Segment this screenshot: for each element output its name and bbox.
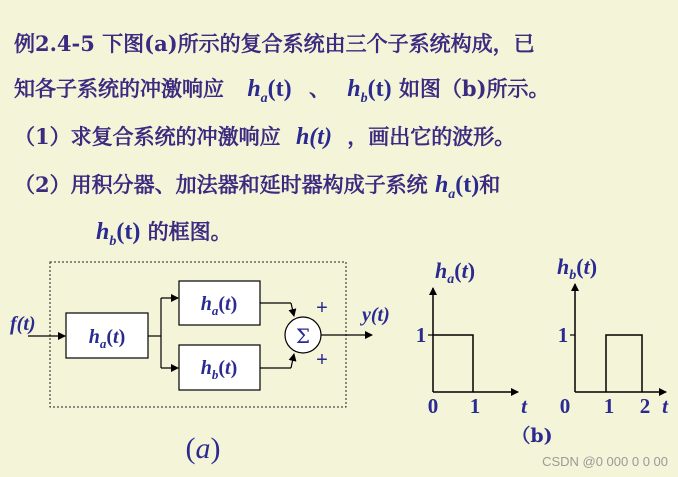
caption-a	[186, 432, 221, 465]
hb2-arg: (t)	[116, 219, 141, 245]
plot-a-pulse	[433, 335, 473, 392]
block-lower-arg: (t)	[218, 357, 238, 379]
plot-a-arg: (t)	[454, 258, 476, 283]
watermark: CSDN @0 000 0 0 00	[542, 454, 668, 469]
upper-to-sum-arrow	[291, 303, 294, 316]
block-upper-label	[201, 293, 238, 318]
plus-bottom: +	[316, 349, 328, 371]
ha-subscript: a	[260, 90, 268, 106]
ha2-arg: (t)	[455, 172, 480, 198]
plot-b-x-label: t	[662, 394, 668, 418]
input-label: f(t)	[10, 313, 36, 335]
line5-suffix: 的框图。	[147, 219, 232, 244]
plot-a-x-label: t	[521, 394, 527, 418]
line3-prefix: （1）求复合系统的冲激响应	[14, 124, 281, 149]
plot-b-x-tick-1: 1	[603, 394, 615, 418]
line2-prefix: 知各子系统的冲激响应	[14, 76, 224, 101]
block-first-h: h	[88, 326, 100, 348]
plot-b-arg: (t)	[576, 254, 598, 279]
ha2-subscript: a	[448, 186, 456, 202]
hb2-letter: h	[96, 219, 110, 245]
plot-a-y-tick: 1	[415, 323, 427, 347]
plus-top: +	[316, 297, 328, 319]
block-upper-arg: (t)	[218, 293, 238, 315]
caption-a-letter: a	[195, 432, 211, 465]
plot-a-h: h	[435, 258, 448, 283]
block-first-label	[89, 326, 126, 351]
block-upper-sub: a	[211, 303, 219, 318]
ha-arg: (t)	[267, 76, 292, 102]
plot-b-y-tick: 1	[557, 323, 569, 347]
ha-letter: h	[247, 76, 261, 102]
plot-b-title	[557, 254, 597, 283]
block-lower-sub: b	[211, 367, 219, 382]
separator: 、	[308, 76, 330, 101]
problem-line-1: 例2.4-5 下图(a)所示的复合系统由三个子系统构成，已	[14, 31, 535, 56]
caption-b: （b)	[511, 425, 553, 447]
block-lower-label	[201, 357, 238, 382]
plot-a-x-tick-1: 1	[469, 394, 481, 418]
caption-a-open: (	[185, 432, 196, 465]
output-label: y(t)	[362, 304, 390, 326]
block-upper-h: h	[200, 293, 212, 315]
plot-b-sub: b	[569, 268, 577, 283]
hb-subscript: b	[360, 90, 368, 106]
block-lower-h: h	[200, 357, 212, 379]
summer-symbol: Σ	[295, 324, 311, 348]
block-first-arg: (t)	[106, 326, 126, 348]
lower-to-sum-arrow	[291, 354, 294, 368]
line3-suffix: ，画出它的波形。	[347, 124, 516, 149]
hb-arg: (t)	[367, 76, 392, 102]
ha2-letter: h	[434, 172, 449, 198]
block-first-sub: a	[99, 336, 107, 351]
hb-letter: h	[347, 76, 361, 102]
line4-suffix: 和	[479, 172, 501, 197]
caption-a-close: )	[210, 432, 221, 465]
plot-b-pulse	[606, 335, 642, 392]
plot-a-x-tick-0: 0	[427, 394, 439, 418]
plot-a-sub: a	[447, 272, 455, 287]
plot-a-title	[435, 258, 475, 287]
line2-suffix: 如图（b)所示。	[398, 76, 550, 101]
line4-prefix: （2）用积分器、加法器和延时器构成子系统	[14, 172, 428, 197]
hb2-subscript: b	[109, 233, 117, 249]
plot-b-h: h	[557, 254, 570, 279]
h-expression: h(t)	[295, 124, 332, 150]
plot-b-x-tick-0: 0	[559, 394, 571, 418]
plot-b-x-tick-2: 2	[639, 394, 651, 418]
